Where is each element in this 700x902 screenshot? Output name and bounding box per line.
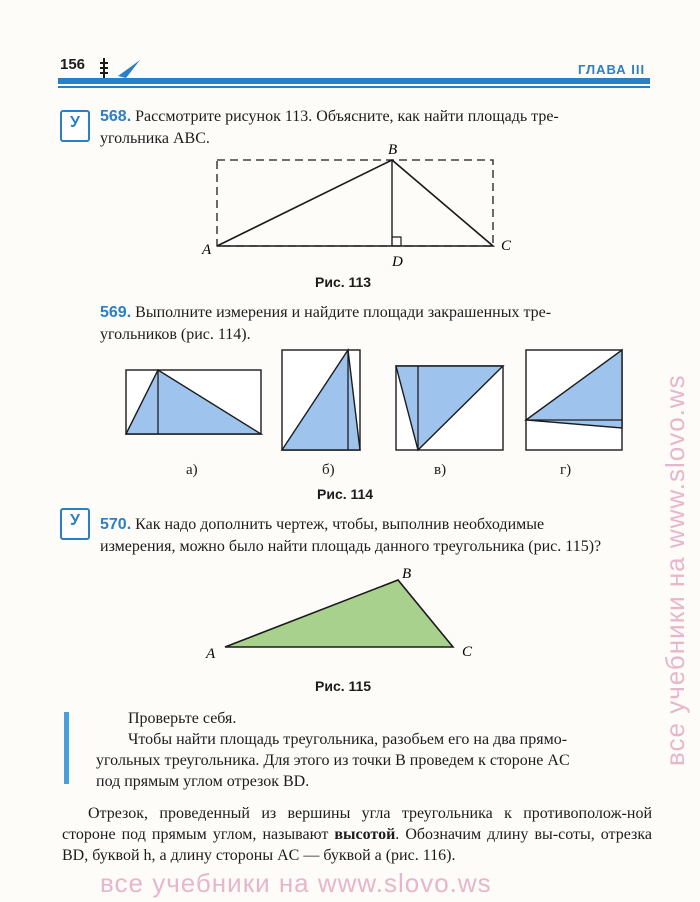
caption-113: Рис. 113 [315, 274, 372, 290]
header-rule-thin [58, 86, 650, 88]
check-line1: Чтобы найти площадь треугольника, разобьем его на два прямо- [128, 731, 568, 748]
check-block [96, 708, 651, 792]
watermark-side [640, 90, 700, 770]
sublabel-d: г) [560, 462, 572, 478]
task-number: 568. [100, 108, 132, 125]
definition-term: высотой [334, 826, 396, 843]
caption-114: Рис. 114 [317, 486, 374, 502]
fig-114-c [396, 366, 503, 450]
definition-paragraph [62, 803, 652, 866]
task-text-line1: Рассмотрите рисунок 113. Объясните, как найти площадь тре- [135, 108, 559, 125]
task-badge-icon [60, 110, 90, 142]
figure-114 [120, 346, 640, 458]
check-title: Проверьте себя. [128, 710, 237, 727]
fig-114-a [126, 370, 261, 434]
sublabel-c: в) [434, 462, 447, 478]
definition-part2: . Обозначим длину вы-соты, отрезка BD, буквой h, а длину стороны AC — буквой a (рис. 116). [62, 826, 652, 864]
task-number: 570. [100, 516, 132, 533]
check-marker [64, 712, 69, 784]
task-text-line1: Как надо дополнить чертеж, чтобы, выполнив необходимые [135, 516, 545, 533]
label-B: B [402, 566, 412, 582]
watermark-bottom: все учебники на www.slovo.ws [100, 868, 492, 898]
task-text-line2: измерения, можно было найти площадь данного треугольника (рис. 115)? [100, 538, 602, 555]
chapter-title: ГЛАВА III [578, 62, 646, 77]
fig-114-d [526, 350, 622, 450]
definition-part1: Отрезок, проведенный из вершины угла треугольника к противополож-ной стороне под прямым углом, называют [62, 805, 652, 843]
check-line3: под прямым углом отрезок BD. [96, 773, 310, 790]
label-C: C [501, 238, 512, 254]
task-number: 569. [100, 304, 132, 321]
task-570 [100, 514, 652, 558]
task-text-line2: угольников (рис. 114). [100, 326, 251, 343]
label-D: D [392, 254, 403, 270]
badge-letter: У [70, 512, 80, 529]
header-rule [58, 78, 650, 84]
task-text-line1: Выполните измерения и найдите площади закрашенных тре- [135, 304, 552, 321]
sublabel-a: а) [186, 462, 198, 478]
task-text-line2: угольника ABC. [100, 130, 210, 147]
check-line2: угольных треугольника. Для этого из точки B проведем к стороне AC [96, 752, 570, 769]
label-B: B [388, 142, 398, 158]
badge-letter: У [70, 114, 80, 131]
label-C: C [462, 644, 473, 660]
figure-113 [196, 140, 526, 270]
sublabel-b: б) [322, 462, 335, 478]
task-badge-icon [60, 508, 90, 540]
fig-114-b [282, 350, 360, 450]
watermark-side-text: все учебники на www.slovo.ws [660, 374, 690, 766]
page-number: 156 [60, 56, 86, 73]
figure-115 [200, 562, 490, 666]
label-A: A [206, 646, 216, 662]
label-A: A [202, 242, 212, 258]
task-569 [100, 302, 652, 346]
caption-115: Рис. 115 [315, 678, 372, 694]
